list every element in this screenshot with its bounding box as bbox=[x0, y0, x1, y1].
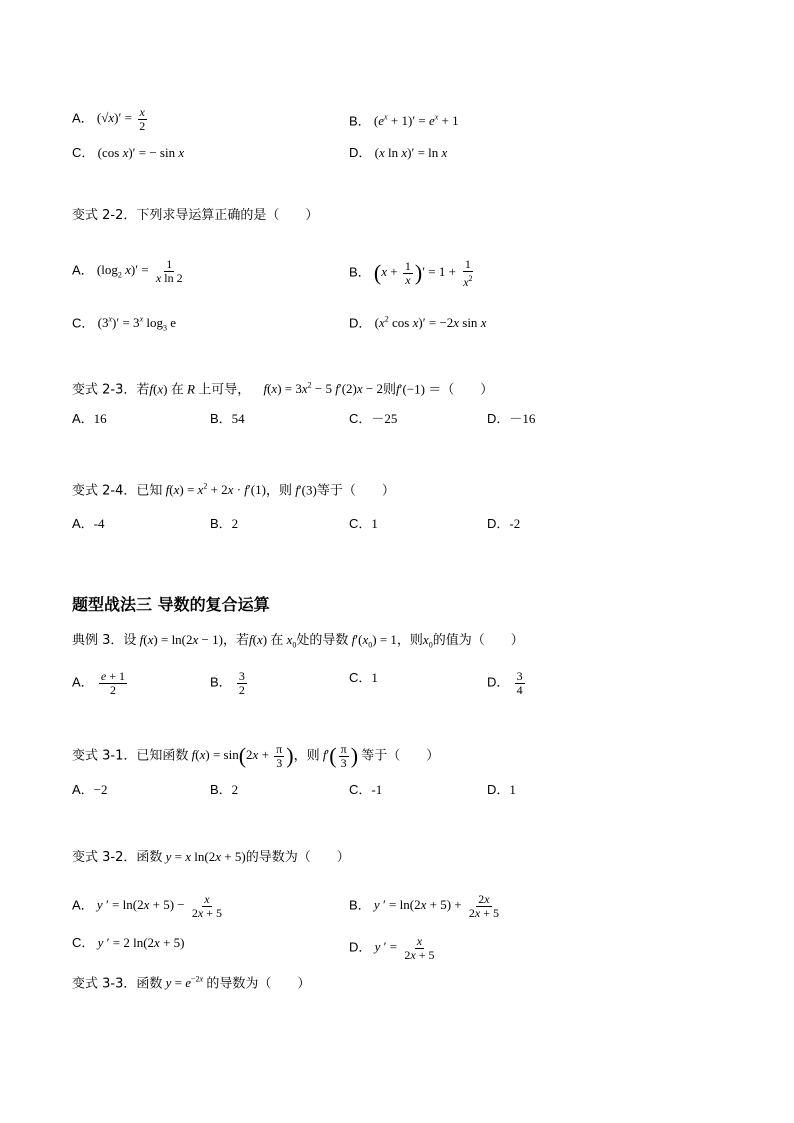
option-c bbox=[72, 145, 184, 161]
option-label: C． bbox=[72, 145, 95, 160]
option-label: A． bbox=[72, 110, 94, 126]
example-3-stem bbox=[72, 632, 524, 654]
stem-text: 变式 2-3．若 bbox=[72, 382, 150, 398]
option-b bbox=[349, 110, 459, 129]
option-value: －25 bbox=[371, 411, 398, 426]
option-d bbox=[487, 411, 535, 427]
math-expression: y ′ = ln(2x + 5) − $\frac{x}{2x + 5}$ bbox=[96, 892, 222, 920]
option-label: B． bbox=[210, 516, 232, 531]
option-a bbox=[72, 411, 107, 427]
option-d bbox=[349, 312, 486, 331]
option-label: D． bbox=[349, 315, 372, 331]
option-label: B． bbox=[349, 113, 371, 129]
math-expression: $\frac{e + 1}{2}$ bbox=[100, 669, 126, 697]
option-value: －16 bbox=[509, 411, 536, 426]
stem-text: 上可导， bbox=[198, 382, 251, 398]
option-label: A． bbox=[72, 782, 94, 797]
math-expression: y ′ = 2 ln(2x + 5) bbox=[97, 935, 185, 950]
option-c bbox=[349, 516, 378, 532]
stem-text: 的值为（ ） bbox=[432, 633, 524, 648]
option-value: -4 bbox=[93, 516, 105, 531]
stem-text: 的导数为（ ） bbox=[245, 850, 350, 865]
option-value: 16 bbox=[93, 411, 107, 426]
option-c bbox=[349, 670, 378, 686]
option-value: −2 bbox=[93, 782, 108, 797]
option-a bbox=[72, 782, 108, 798]
math-expression: y = x ln(2x + 5) bbox=[165, 849, 246, 864]
stem-text: 在 bbox=[270, 633, 284, 648]
math-expression: $f(x) = x^2 + 2x \cdot f'(1)$ bbox=[165, 482, 266, 498]
math-expression: (cos x)′ = − sin x bbox=[97, 145, 185, 160]
option-a bbox=[72, 516, 105, 532]
math-expression: $(e^x + 1)' = e^x + 1$ bbox=[373, 113, 459, 129]
section-heading: 题型战法三 导数的复合运算 bbox=[72, 595, 270, 614]
option-label: D． bbox=[349, 939, 372, 955]
stem-text: ，则 bbox=[265, 483, 292, 499]
math-expression: $y = e^{-2x}$ bbox=[165, 975, 204, 991]
math-expression: $x_0$ bbox=[422, 632, 433, 650]
option-value: 2 bbox=[231, 516, 239, 531]
option-label: C． bbox=[72, 935, 95, 950]
stem-text: 变式 3-2．函数 bbox=[72, 850, 163, 865]
math-expression: y ′ = ln(2x + 5) + $\frac{2x}{2x + 5}$ bbox=[373, 892, 499, 920]
math-expression: f′( $\frac{\pi}{3}$ ) bbox=[322, 742, 359, 770]
math-expression: $x_0$ bbox=[286, 632, 297, 650]
option-b bbox=[349, 258, 477, 289]
math-expression: f(x) = ln(2x − 1) bbox=[139, 632, 223, 647]
option-b bbox=[349, 893, 503, 920]
option-label: A． bbox=[72, 516, 94, 531]
option-label: B． bbox=[210, 782, 232, 797]
stem-text: 等于（ ） bbox=[316, 483, 395, 499]
question-2-2-stem: 变式 2-2．下列求导运算正确的是（ ） bbox=[72, 208, 319, 223]
option-a bbox=[72, 258, 187, 285]
option-c bbox=[72, 312, 176, 337]
math-expression: $f(x) = 3x^2 - 5$ f′(2)x − 2 bbox=[263, 381, 384, 397]
stem-text: 则 bbox=[383, 382, 397, 398]
option-label: A． bbox=[72, 674, 94, 690]
math-expression: (x ln x)′ = ln x bbox=[374, 145, 448, 160]
option-d bbox=[487, 782, 516, 798]
question-3-1-stem bbox=[72, 743, 439, 770]
question-3-3-stem bbox=[72, 972, 310, 992]
stem-text: ，若 bbox=[222, 633, 249, 648]
option-b bbox=[210, 670, 249, 697]
option-value: 1 bbox=[509, 782, 516, 797]
option-label: C． bbox=[72, 315, 95, 331]
option-value: -1 bbox=[371, 782, 383, 797]
option-a bbox=[72, 106, 149, 133]
option-label: C． bbox=[349, 516, 372, 531]
stem-text: 等于（ ） bbox=[361, 748, 440, 764]
stem-text: ，则 bbox=[293, 748, 320, 764]
option-b bbox=[210, 516, 238, 532]
stem-text: 变式 2-4．已知 bbox=[72, 483, 163, 499]
math-expression: f(x) = sin(2x + $\frac{\pi}{3}$ ) bbox=[191, 742, 294, 770]
option-label: A． bbox=[72, 262, 94, 278]
option-label: C． bbox=[349, 670, 372, 685]
stem-text: ＝（ ） bbox=[428, 382, 494, 398]
math-expression: f(x) bbox=[149, 381, 168, 397]
option-label: D． bbox=[487, 516, 510, 531]
option-d bbox=[349, 935, 438, 962]
math-expression: y ′ = $\frac{x}{2x + 5}$ bbox=[374, 934, 435, 962]
option-a bbox=[72, 670, 129, 697]
option-label: B． bbox=[210, 411, 232, 426]
option-value: 1 bbox=[371, 670, 378, 685]
option-b bbox=[210, 782, 238, 798]
option-value: 1 bbox=[371, 516, 378, 531]
option-label: D． bbox=[487, 782, 510, 797]
option-label: D． bbox=[487, 411, 510, 426]
question-3-2-stem bbox=[72, 849, 350, 866]
option-label: D． bbox=[487, 674, 510, 690]
math-expression: (√x)′ = $\frac{x}{2}$ bbox=[96, 105, 146, 133]
math-expression: R bbox=[186, 381, 195, 397]
stem-text: 变式 3-1．已知函数 bbox=[72, 748, 189, 764]
option-label: B． bbox=[349, 264, 371, 280]
math-expression: ($x^2$ cos x)′ = −2x sin x bbox=[374, 315, 487, 331]
math-expression: (x + $\frac{1}{x}$ )′ = 1 + $\frac{1}{x^2}$ bbox=[373, 257, 473, 289]
question-2-3-stem bbox=[72, 378, 493, 398]
option-c bbox=[72, 935, 185, 951]
option-b bbox=[210, 411, 245, 427]
question-2-4-stem bbox=[72, 479, 395, 499]
math-expression: $\frac{3}{2}$ bbox=[238, 669, 245, 697]
math-expression: $f'(x_0) = 1$ bbox=[351, 632, 397, 650]
stem-text: 处的导数 bbox=[296, 633, 349, 648]
option-value: 54 bbox=[231, 411, 245, 426]
math-expression: $(3^x)' = 3^x$ $\log_3 e$ bbox=[97, 315, 177, 333]
option-value: -2 bbox=[509, 516, 521, 531]
option-label: C． bbox=[349, 782, 372, 797]
math-expression: $\frac{3}{4}$ bbox=[516, 669, 523, 697]
option-value: 2 bbox=[231, 782, 239, 797]
option-d bbox=[349, 145, 447, 161]
option-d bbox=[487, 670, 527, 697]
math-expression: f′(−1) bbox=[396, 381, 425, 397]
option-d bbox=[487, 516, 520, 532]
stem-text: ，则 bbox=[396, 633, 423, 648]
math-expression: ($\log_2$ x)′ = $\frac{1}{\text{x ln 2}}$ bbox=[96, 257, 183, 285]
option-a bbox=[72, 893, 226, 920]
stem-text: 在 bbox=[170, 382, 184, 398]
option-label: B． bbox=[210, 674, 232, 690]
option-label: C． bbox=[349, 411, 372, 426]
option-label: A． bbox=[72, 897, 94, 913]
stem-text: 变式 3-3．函数 bbox=[72, 976, 163, 992]
option-label: B． bbox=[349, 897, 371, 913]
math-expression: f′(3) bbox=[295, 482, 317, 498]
option-c bbox=[349, 782, 382, 798]
stem-text: 典例 3．设 bbox=[72, 633, 137, 648]
option-label: D． bbox=[349, 145, 372, 160]
option-label: A． bbox=[72, 411, 94, 426]
stem-text: 的导数为（ ） bbox=[206, 976, 311, 992]
math-expression: f(x) bbox=[248, 632, 268, 647]
option-c bbox=[349, 411, 397, 427]
